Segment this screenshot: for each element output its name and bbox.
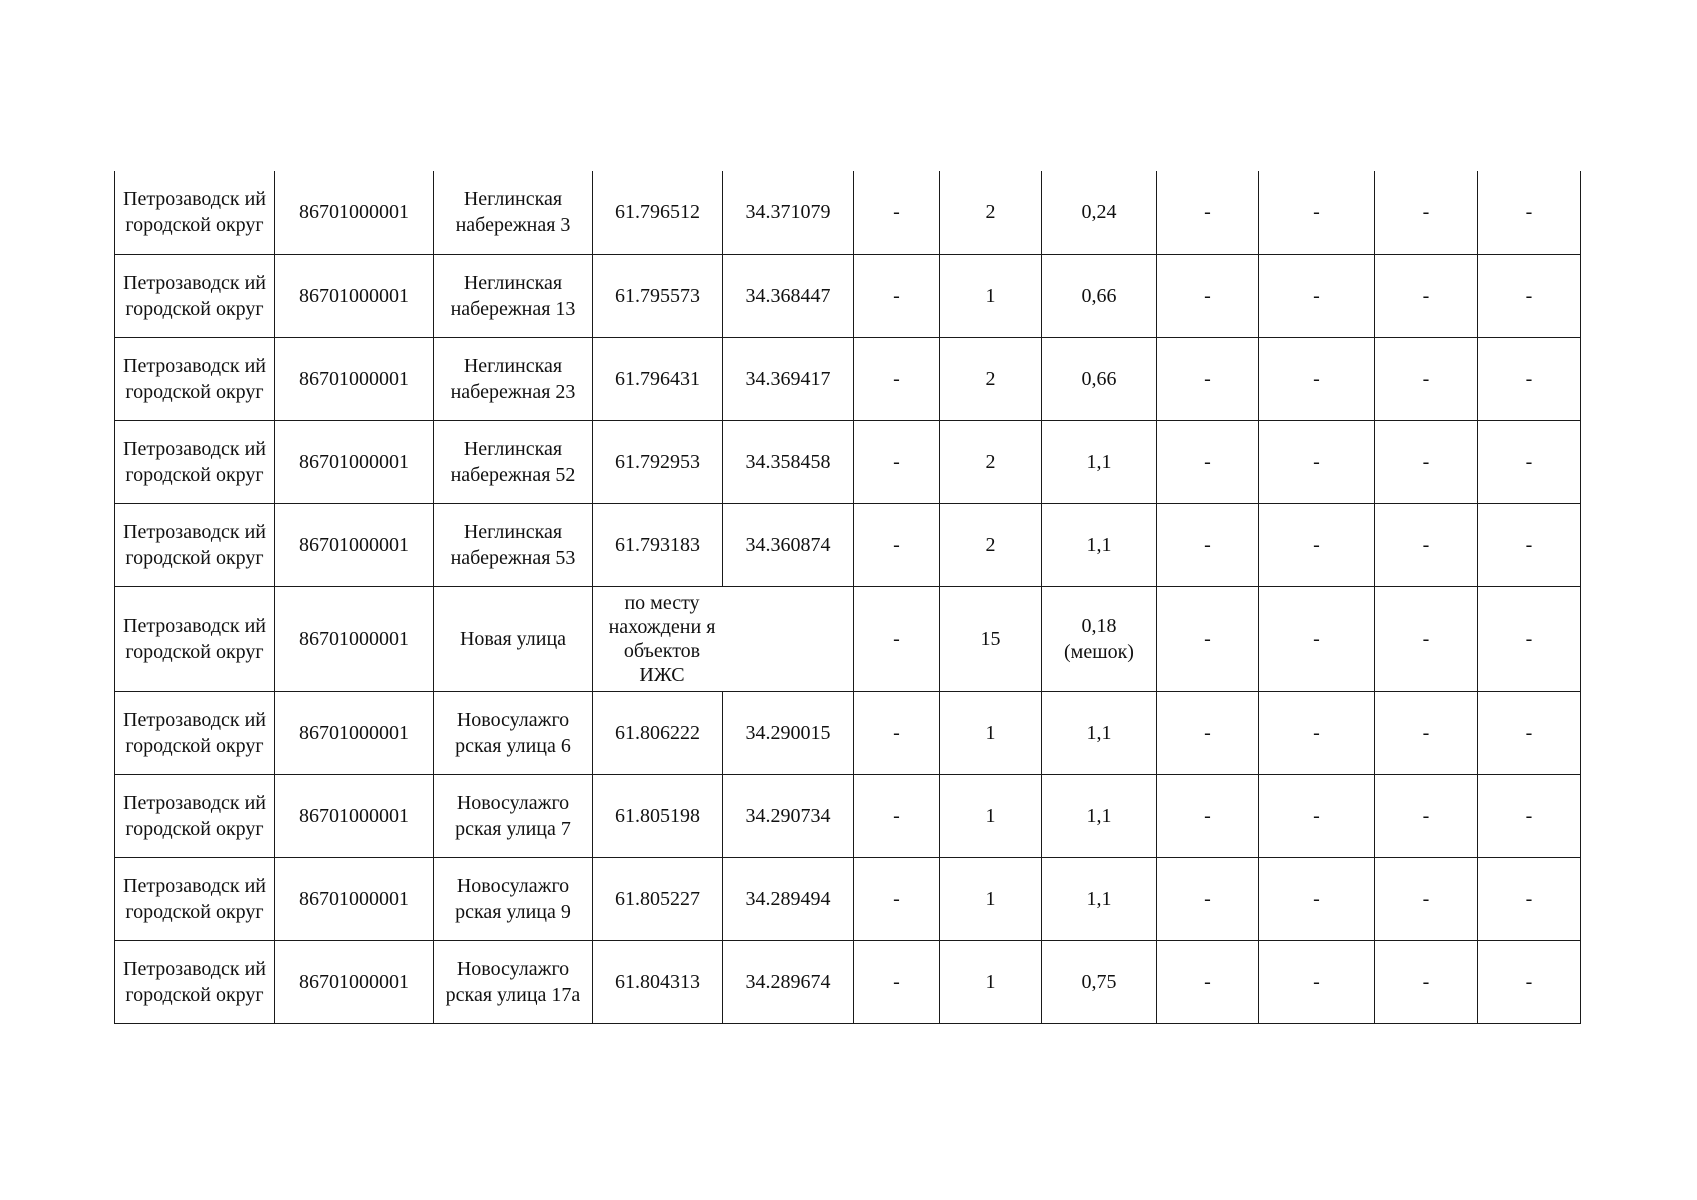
- container-volume-cell: 1,1: [1042, 774, 1157, 857]
- oktmo-code-cell: 86701000001: [275, 337, 434, 420]
- column-10-cell: -: [1259, 774, 1375, 857]
- column-12-cell: -: [1478, 774, 1581, 857]
- oktmo-code-cell: 86701000001: [275, 774, 434, 857]
- container-count-cell: 15: [940, 586, 1042, 691]
- container-count-cell: 1: [940, 940, 1042, 1023]
- oktmo-code-cell: 86701000001: [275, 171, 434, 254]
- address-cell: Новая улица: [434, 586, 593, 691]
- address-cell: Неглинская набережная 23: [434, 337, 593, 420]
- column-11-cell: -: [1375, 254, 1478, 337]
- table-row: [115, 503, 1581, 586]
- column-9-cell: -: [1157, 254, 1259, 337]
- column-10-cell: -: [1259, 503, 1375, 586]
- oktmo-code-cell: 86701000001: [275, 940, 434, 1023]
- column-11-cell: -: [1375, 774, 1478, 857]
- container-volume-cell: 0,24: [1042, 171, 1157, 254]
- container-count-cell: 1: [940, 254, 1042, 337]
- column-9-cell: -: [1157, 420, 1259, 503]
- oktmo-code-cell: 86701000001: [275, 420, 434, 503]
- table-row: [115, 171, 1581, 254]
- latitude-cell: 61.796512: [593, 171, 723, 254]
- container-count-cell: 2: [940, 420, 1042, 503]
- address-cell: Новосулажго рская улица 7: [434, 774, 593, 857]
- longitude-cell: 34.289674: [723, 940, 854, 1023]
- column-12-cell: -: [1478, 420, 1581, 503]
- column-6-cell: -: [854, 857, 940, 940]
- column-6-cell: -: [854, 774, 940, 857]
- column-12-cell: -: [1478, 857, 1581, 940]
- column-9-cell: -: [1157, 586, 1259, 691]
- oktmo-code-cell: 86701000001: [275, 254, 434, 337]
- location-note-cell: [593, 586, 854, 691]
- address-cell: Неглинская набережная 13: [434, 254, 593, 337]
- container-volume-cell: 1,1: [1042, 503, 1157, 586]
- table-row: [115, 940, 1581, 1023]
- longitude-cell: 34.289494: [723, 857, 854, 940]
- column-9-cell: -: [1157, 503, 1259, 586]
- container-volume-cell: 1,1: [1042, 857, 1157, 940]
- container-count-cell: 2: [940, 503, 1042, 586]
- column-6-cell: -: [854, 586, 940, 691]
- latitude-cell: 61.793183: [593, 503, 723, 586]
- address-cell: Новосулажго рская улица 6: [434, 691, 593, 774]
- column-10-cell: -: [1259, 171, 1375, 254]
- latitude-cell: 61.805227: [593, 857, 723, 940]
- district-cell: Петрозаводск ий городской округ: [115, 691, 275, 774]
- column-12-cell: -: [1478, 337, 1581, 420]
- column-11-cell: -: [1375, 503, 1478, 586]
- longitude-cell: 34.369417: [723, 337, 854, 420]
- district-cell: Петрозаводск ий городской округ: [115, 171, 275, 254]
- container-volume-cell: 0,75: [1042, 940, 1157, 1023]
- district-cell: Петрозаводск ий городской округ: [115, 420, 275, 503]
- oktmo-code-cell: 86701000001: [275, 857, 434, 940]
- container-count-cell: 2: [940, 171, 1042, 254]
- column-9-cell: -: [1157, 171, 1259, 254]
- column-12-cell: -: [1478, 691, 1581, 774]
- column-11-cell: -: [1375, 420, 1478, 503]
- table-row: [115, 857, 1581, 940]
- container-volume-cell: 0,66: [1042, 254, 1157, 337]
- latitude-cell: 61.805198: [593, 774, 723, 857]
- latitude-cell: 61.806222: [593, 691, 723, 774]
- column-12-cell: -: [1478, 586, 1581, 691]
- table-row: [115, 254, 1581, 337]
- column-9-cell: -: [1157, 337, 1259, 420]
- longitude-cell: 34.360874: [723, 503, 854, 586]
- address-cell: Новосулажго рская улица 9: [434, 857, 593, 940]
- column-12-cell: -: [1478, 503, 1581, 586]
- longitude-cell: 34.368447: [723, 254, 854, 337]
- latitude-cell: 61.804313: [593, 940, 723, 1023]
- location-note-text: по месту нахождени я объектов ИЖС: [608, 591, 716, 686]
- column-9-cell: -: [1157, 857, 1259, 940]
- longitude-cell: 34.290734: [723, 774, 854, 857]
- column-12-cell: -: [1478, 940, 1581, 1023]
- column-11-cell: -: [1375, 337, 1478, 420]
- table-row: [115, 586, 1581, 691]
- column-10-cell: -: [1259, 586, 1375, 691]
- container-count-cell: 1: [940, 691, 1042, 774]
- column-12-cell: -: [1478, 171, 1581, 254]
- longitude-cell: 34.371079: [723, 171, 854, 254]
- container-volume-cell: 0,66: [1042, 337, 1157, 420]
- column-9-cell: -: [1157, 691, 1259, 774]
- table-row: [115, 774, 1581, 857]
- table-row: [115, 420, 1581, 503]
- column-6-cell: -: [854, 337, 940, 420]
- column-10-cell: -: [1259, 254, 1375, 337]
- latitude-cell: 61.796431: [593, 337, 723, 420]
- column-6-cell: -: [854, 691, 940, 774]
- column-6-cell: -: [854, 420, 940, 503]
- address-cell: Неглинская набережная 53: [434, 503, 593, 586]
- container-count-cell: 1: [940, 857, 1042, 940]
- column-6-cell: -: [854, 503, 940, 586]
- district-cell: Петрозаводск ий городской округ: [115, 940, 275, 1023]
- column-11-cell: -: [1375, 171, 1478, 254]
- latitude-cell: 61.792953: [593, 420, 723, 503]
- oktmo-code-cell: 86701000001: [275, 586, 434, 691]
- column-9-cell: -: [1157, 774, 1259, 857]
- container-volume-cell: 0,18 (мешок): [1042, 586, 1157, 691]
- container-volume-cell: 1,1: [1042, 691, 1157, 774]
- container-volume-cell: 1,1: [1042, 420, 1157, 503]
- district-cell: Петрозаводск ий городской округ: [115, 774, 275, 857]
- column-10-cell: -: [1259, 337, 1375, 420]
- district-cell: Петрозаводск ий городской округ: [115, 503, 275, 586]
- column-6-cell: -: [854, 171, 940, 254]
- table-row: [115, 337, 1581, 420]
- longitude-cell: 34.290015: [723, 691, 854, 774]
- oktmo-code-cell: 86701000001: [275, 691, 434, 774]
- container-count-cell: 1: [940, 774, 1042, 857]
- column-10-cell: -: [1259, 857, 1375, 940]
- latitude-cell: 61.795573: [593, 254, 723, 337]
- container-sites-table: [114, 171, 1581, 1024]
- column-11-cell: -: [1375, 691, 1478, 774]
- address-cell: Новосулажго рская улица 17а: [434, 940, 593, 1023]
- address-cell: Неглинская набережная 3: [434, 171, 593, 254]
- column-6-cell: -: [854, 254, 940, 337]
- column-10-cell: -: [1259, 940, 1375, 1023]
- column-11-cell: -: [1375, 586, 1478, 691]
- district-cell: Петрозаводск ий городской округ: [115, 857, 275, 940]
- column-10-cell: -: [1259, 691, 1375, 774]
- district-cell: Петрозаводск ий городской округ: [115, 254, 275, 337]
- column-6-cell: -: [854, 940, 940, 1023]
- longitude-cell: 34.358458: [723, 420, 854, 503]
- column-12-cell: -: [1478, 254, 1581, 337]
- district-cell: Петрозаводск ий городской округ: [115, 337, 275, 420]
- column-9-cell: -: [1157, 940, 1259, 1023]
- district-cell: Петрозаводск ий городской округ: [115, 586, 275, 691]
- container-count-cell: 2: [940, 337, 1042, 420]
- table-body: [115, 171, 1581, 1023]
- table-row: [115, 691, 1581, 774]
- column-10-cell: -: [1259, 420, 1375, 503]
- column-11-cell: -: [1375, 940, 1478, 1023]
- oktmo-code-cell: 86701000001: [275, 503, 434, 586]
- address-cell: Неглинская набережная 52: [434, 420, 593, 503]
- column-11-cell: -: [1375, 857, 1478, 940]
